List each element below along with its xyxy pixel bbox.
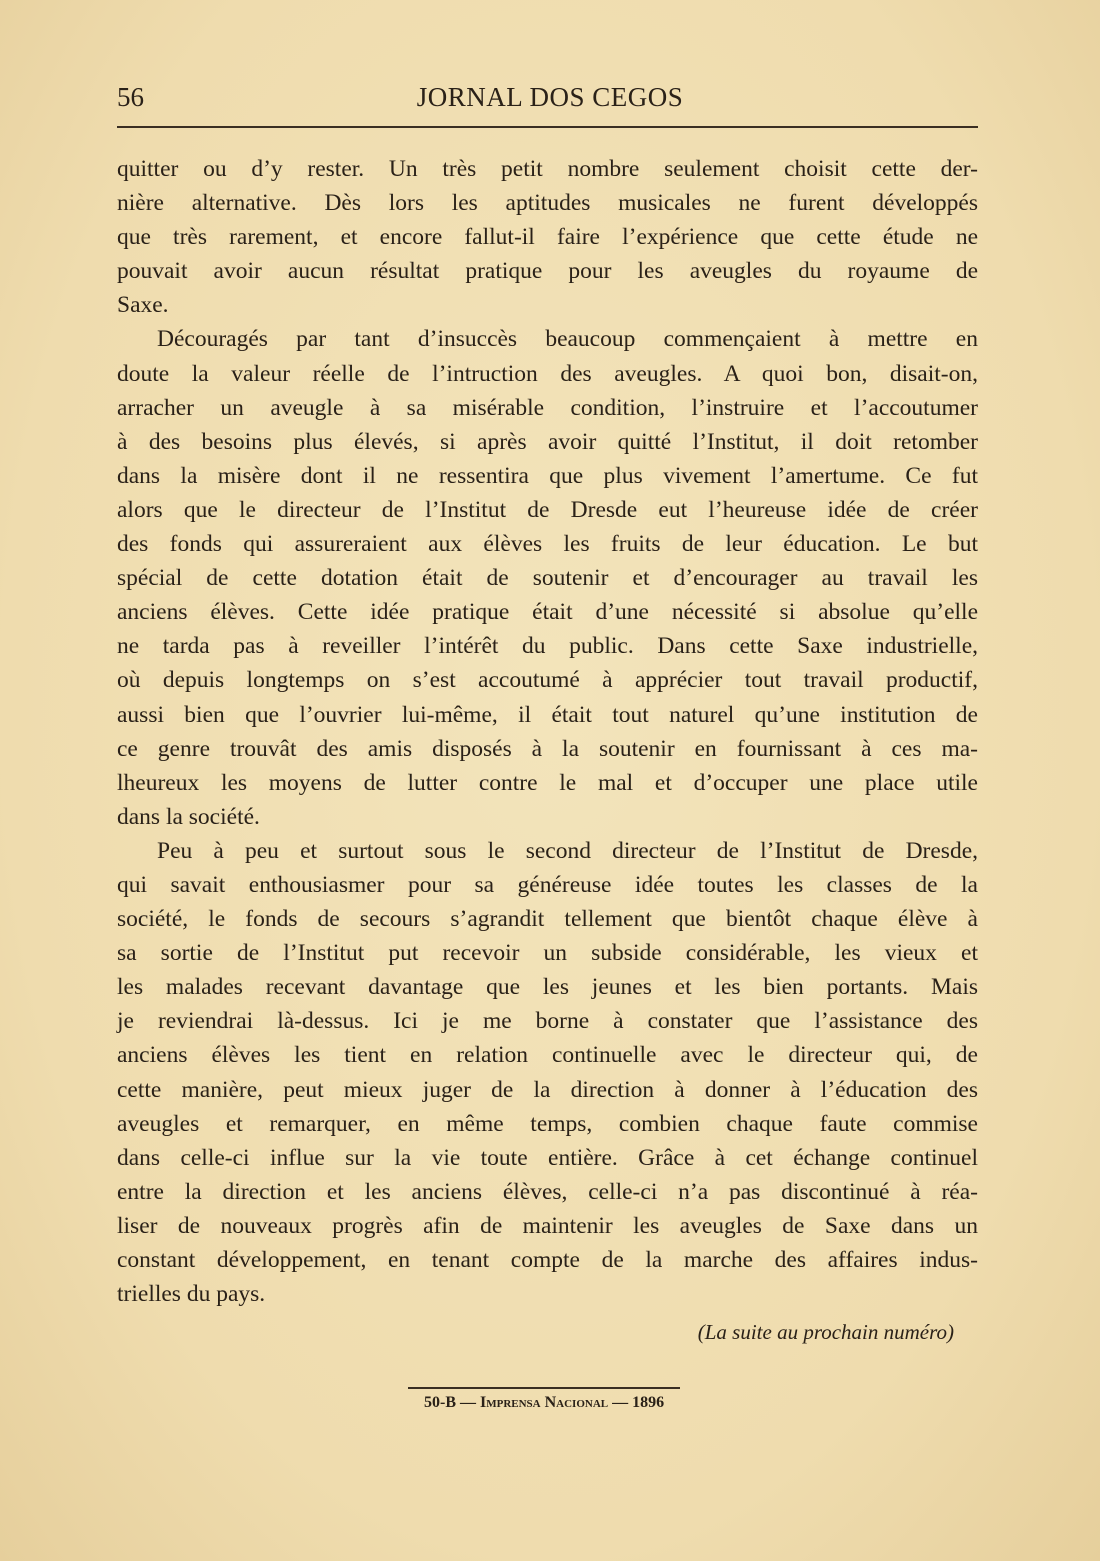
text-line: que très rarement, et encore fallut-il faire l’expérience que cette étude ne (117, 224, 978, 251)
text-line: doute la valeur réelle de l’intruction des aveugles. A quoi bon, disait-on, (117, 360, 978, 387)
text-line: quitter ou d’y rester. Un très petit nombre seulement choisit cette der- (117, 156, 978, 182)
text-line: les malades recevant davantage que les jeunes et les bien portants. Mais (117, 974, 978, 1001)
text-line: à des besoins plus élevés, si après avoir quitté l’Institut, il doit retomber (117, 428, 978, 455)
text-line: alors que le directeur de l’Institut de Dresde eut l’heureuse idée de créer (117, 496, 978, 523)
text-line: Saxe. (117, 292, 169, 319)
text-line: nière alternative. Dès lors les aptitudes musicales ne furent développés (117, 190, 978, 217)
text-line: où depuis longtemps on s’est accoutumé à apprécier tout travail productif, (117, 667, 978, 694)
continuation-note: (La suite au prochain numéro) (697, 1320, 954, 1344)
text-line: pouvait avoir aucun résultat pratique pour les aveugles du royaume de (117, 258, 978, 285)
text-line: qui savait enthousiasmer pour sa généreuse idée toutes les classes de la (117, 871, 978, 898)
article-body (117, 152, 978, 1311)
text-line: Découragés par tant d’insuccès beaucoup commençaient à mettre en (157, 326, 978, 353)
paragraph (117, 152, 978, 322)
text-line: ne tarda pas à reveiller l’intérêt du public. Dans cette Saxe industrielle, (117, 633, 978, 660)
text-line: sa sortie de l’Institut put recevoir un subside considérable, les vieux et (117, 940, 978, 967)
text-line: ce genre trouvât des amis disposés à la soutenir en fournissant à ces ma- (117, 735, 978, 762)
text-line: entre la direction et les anciens élèves, celle-ci n’a pas discontinué à réa- (117, 1178, 978, 1205)
text-line: des fonds qui assureraient aux élèves les fruits de leur éducation. Le but (117, 531, 978, 558)
text-line: cette manière, peut mieux juger de la direction à donner à l’éducation des (117, 1076, 978, 1103)
page-number: 56 (117, 82, 144, 112)
text-line: arracher un aveugle à sa misérable condition, l’instruire et l’accoutumer (117, 394, 978, 421)
text-line: Peu à peu et surtout sous le second directeur de l’Institut de Dresde, (157, 837, 978, 864)
footer-rule (408, 1387, 680, 1389)
text-line: liser de nouveaux progrès afin de maintenir les aveugles de Saxe dans un (117, 1212, 978, 1239)
header-rule (117, 126, 978, 128)
text-line: dans la société. (117, 803, 260, 830)
text-line: dans celle-ci influe sur la vie toute entière. Grâce à cet échange continuel (117, 1144, 978, 1171)
text-line: aveugles et remarquer, en même temps, combien chaque faute commise (117, 1110, 978, 1137)
text-line: lheureux les moyens de lutter contre le mal et d’occuper une place utile (117, 769, 978, 796)
text-line: constant développement, en tenant compte de la marche des affaires indus- (117, 1247, 978, 1273)
text-line: société, le fonds de secours s’agrandit tellement que bientôt chaque élève à (117, 906, 978, 933)
text-line: spécial de cette dotation était de soutenir et d’encourager au travail les (117, 565, 978, 592)
text-line: anciens élèves les tient en relation continuelle avec le directeur qui, de (117, 1042, 978, 1069)
paragraph (117, 834, 978, 1311)
text-line: anciens élèves. Cette idée pratique était d’une nécessité si absolue qu’elle (117, 599, 978, 626)
text-line: trielles du pays. (117, 1281, 266, 1308)
paragraph (117, 322, 978, 833)
text-line: dans la misère dont il ne ressentira que plus vivement l’amertume. Ce fut (117, 462, 978, 489)
text-line: aussi bien que l’ouvrier lui-même, il était tout naturel qu’une institution de (117, 701, 978, 728)
text-line: je reviendrai là-dessus. Ici je me borne à constater que l’assistance des (117, 1008, 978, 1035)
printer-imprint: 50-B — Imprensa Nacional — 1896 (424, 1394, 665, 1411)
running-title: JORNAL DOS CEGOS (416, 82, 684, 112)
